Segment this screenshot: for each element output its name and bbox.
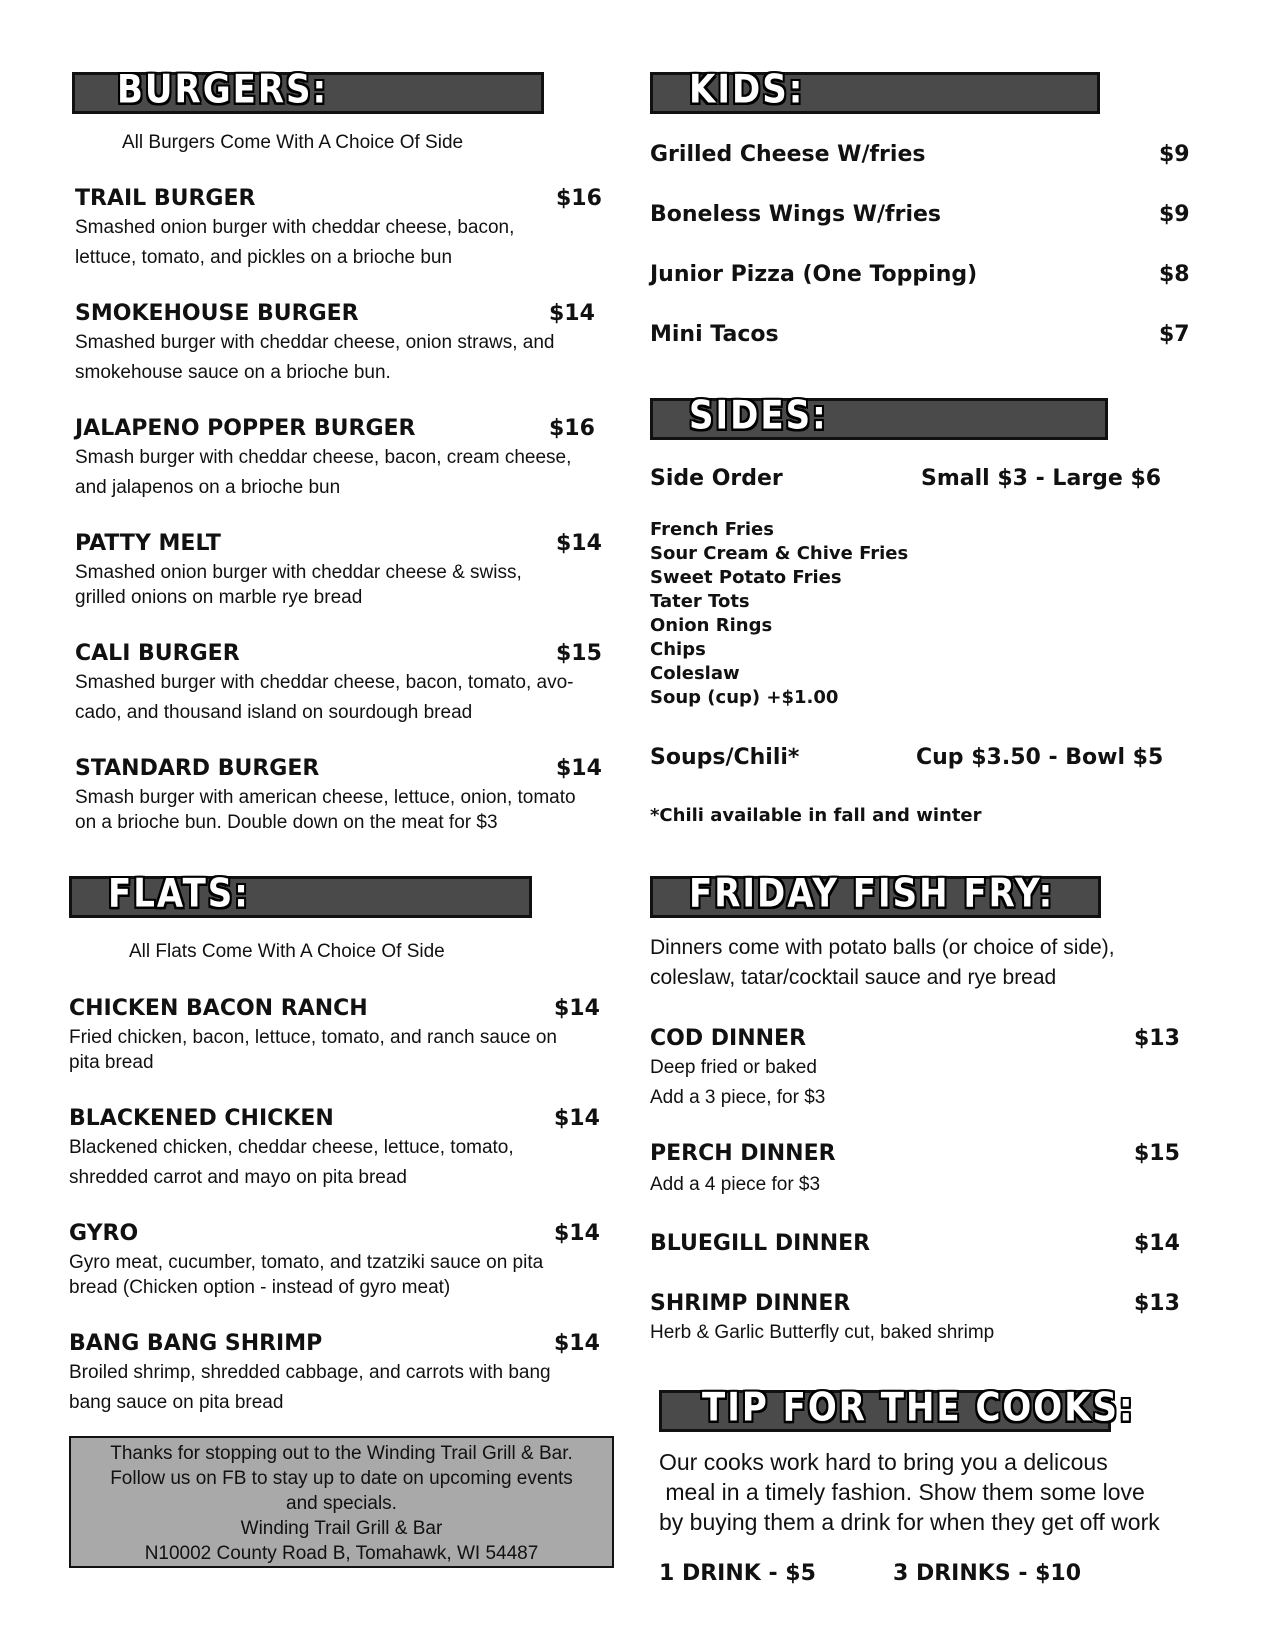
soups-label: Soups/Chili* xyxy=(650,745,800,770)
item-desc: smokehouse sauce on a brioche bun. xyxy=(75,362,391,383)
kids-title: KIDS: xyxy=(689,67,805,113)
item-desc: Broiled shrimp, shredded cabbage, and carrots with bang xyxy=(69,1362,551,1383)
info-address: N10002 County Road B, Tomahawk, WI 54487 xyxy=(144,1543,539,1564)
item-desc: lettuce, tomato, and pickles on a brioche bun xyxy=(75,247,453,268)
item-price: $15 xyxy=(556,641,602,666)
tip-line: meal in a timely fashion. Show them some love xyxy=(659,1479,1145,1505)
item-desc: Add a 3 piece, for $3 xyxy=(650,1087,826,1108)
chili-note: *Chili available in fall and winter xyxy=(650,805,982,826)
item-price: $14 xyxy=(556,756,602,781)
item-price: $14 xyxy=(554,1106,600,1131)
item-desc: Smashed onion burger with cheddar cheese, bacon, xyxy=(75,217,515,238)
item-desc: Add a 4 piece for $3 xyxy=(650,1174,821,1195)
item-price: $14 xyxy=(554,1331,600,1356)
item-desc: Smashed burger with cheddar cheese, bacon, tomato, avo- xyxy=(75,672,574,693)
item-price: $13 xyxy=(1134,1026,1180,1051)
item-desc: shredded carrot and mayo on pita bread xyxy=(69,1167,407,1188)
info-line: and specials. xyxy=(286,1493,397,1514)
item-name: CALI BURGER xyxy=(75,641,240,666)
fish-fry-banner xyxy=(650,871,1101,918)
tip-option-three-drinks: 3 DRINKS - $10 xyxy=(893,1561,1082,1586)
item-desc: Smashed burger with cheddar cheese, onion straws, and xyxy=(75,332,555,353)
item-price: $14 xyxy=(556,531,602,556)
item-desc: grilled onions on marble rye bread xyxy=(75,587,363,608)
item-price: $14 xyxy=(554,996,600,1021)
item-name: CHICKEN BACON RANCH xyxy=(69,996,368,1021)
side-list xyxy=(650,518,908,710)
item-name: BANG BANG SHRIMP xyxy=(69,1331,323,1356)
kids-banner xyxy=(650,67,1100,114)
tip-line: Our cooks work hard to bring you a delicous xyxy=(659,1449,1108,1475)
flats-banner xyxy=(69,871,532,918)
item-name: JALAPENO POPPER BURGER xyxy=(75,416,416,441)
item-price: $15 xyxy=(1134,1141,1180,1166)
item-price: $16 xyxy=(549,416,595,441)
item-name: BLACKENED CHICKEN xyxy=(69,1106,334,1131)
side-list-item: Tater Tots xyxy=(650,591,750,612)
sides-title: SIDES: xyxy=(689,393,828,439)
item-price: $9 xyxy=(1159,142,1190,167)
item-desc: Herb & Garlic Butterfly cut, baked shrimp xyxy=(650,1322,995,1343)
side-order-price: Small $3 - Large $6 xyxy=(921,466,1162,491)
side-list-item: Sour Cream & Chive Fries xyxy=(650,543,909,564)
item-price: $7 xyxy=(1159,322,1190,347)
item-price: $8 xyxy=(1159,262,1190,287)
info-line: Thanks for stopping out to the Winding Trail Grill & Bar. xyxy=(110,1443,573,1464)
flats-note: All Flats Come With A Choice Of Side xyxy=(129,941,445,962)
item-name: GYRO xyxy=(69,1221,139,1246)
item-name: Mini Tacos xyxy=(650,322,779,347)
item-desc: Smash burger with cheddar cheese, bacon, cream cheese, xyxy=(75,447,572,468)
item-price: $9 xyxy=(1159,202,1190,227)
info-line: Follow us on FB to stay up to date on upcoming events xyxy=(110,1468,573,1489)
item-desc: Deep fried or baked xyxy=(650,1057,817,1078)
fish-intro: coleslaw, tatar/cocktail sauce and rye bread xyxy=(650,966,1057,989)
tip-banner xyxy=(659,1385,1135,1432)
item-name: TRAIL BURGER xyxy=(75,186,256,211)
side-list-item: Chips xyxy=(650,639,706,660)
side-list-item: Onion Rings xyxy=(650,615,773,636)
item-price: $14 xyxy=(1134,1231,1180,1256)
info-restaurant-name: Winding Trail Grill & Bar xyxy=(240,1518,443,1539)
item-desc: pita bread xyxy=(69,1052,154,1073)
item-desc: Blackened chicken, cheddar cheese, lettuce, tomato, xyxy=(69,1137,514,1158)
burgers-note: All Burgers Come With A Choice Of Side xyxy=(122,132,464,153)
item-price: $14 xyxy=(554,1221,600,1246)
item-desc: bread (Chicken option - instead of gyro meat) xyxy=(69,1277,451,1298)
side-list-item: Coleslaw xyxy=(650,663,740,684)
item-desc: Fried chicken, bacon, lettuce, tomato, and ranch sauce on xyxy=(69,1027,557,1048)
item-desc: bang sauce on pita bread xyxy=(69,1392,284,1413)
item-name: Boneless Wings W/fries xyxy=(650,202,942,227)
item-name: BLUEGILL DINNER xyxy=(650,1231,871,1256)
item-desc: cado, and thousand island on sourdough bread xyxy=(75,702,473,723)
tip-title: TIP FOR THE COOKS: xyxy=(702,1385,1135,1431)
item-name: SMOKEHOUSE BURGER xyxy=(75,301,359,326)
info-box xyxy=(69,1436,614,1568)
item-desc: on a brioche bun. Double down on the meat for $3 xyxy=(75,812,498,833)
sides-banner xyxy=(650,393,1108,440)
item-name: SHRIMP DINNER xyxy=(650,1291,851,1316)
item-desc: and jalapenos on a brioche bun xyxy=(75,477,341,498)
tip-option-one-drink: 1 DRINK - $5 xyxy=(659,1561,816,1586)
item-price: $16 xyxy=(556,186,602,211)
flats-title: FLATS: xyxy=(108,871,250,917)
item-desc: Smash burger with american cheese, lettuce, onion, tomato xyxy=(75,787,576,808)
side-list-item: Soup (cup) +$1.00 xyxy=(650,687,839,708)
side-list-item: Sweet Potato Fries xyxy=(650,567,842,588)
side-list-item: French Fries xyxy=(650,519,774,540)
item-desc: Gyro meat, cucumber, tomato, and tzatziki sauce on pita xyxy=(69,1252,544,1273)
item-name: Grilled Cheese W/fries xyxy=(650,142,926,167)
item-price: $14 xyxy=(549,301,595,326)
item-name: PERCH DINNER xyxy=(650,1141,836,1166)
soups-price: Cup $3.50 - Bowl $5 xyxy=(916,745,1164,770)
tip-message xyxy=(659,1447,1160,1537)
fish-fry-title: FRIDAY FISH FRY: xyxy=(689,871,1055,917)
item-name: COD DINNER xyxy=(650,1026,807,1051)
tip-line: by buying them a drink for when they get off work xyxy=(659,1509,1160,1535)
item-name: Junior Pizza (One Topping) xyxy=(650,262,978,287)
item-name: STANDARD BURGER xyxy=(75,756,320,781)
item-desc: Smashed onion burger with cheddar cheese & swiss, xyxy=(75,562,522,583)
side-order-label: Side Order xyxy=(650,466,783,491)
item-price: $13 xyxy=(1134,1291,1180,1316)
item-name: PATTY MELT xyxy=(75,531,221,556)
burgers-title: BURGERS: xyxy=(117,67,329,113)
fish-intro: Dinners come with potato balls (or choice of side), xyxy=(650,936,1115,959)
burgers-banner xyxy=(72,67,544,114)
